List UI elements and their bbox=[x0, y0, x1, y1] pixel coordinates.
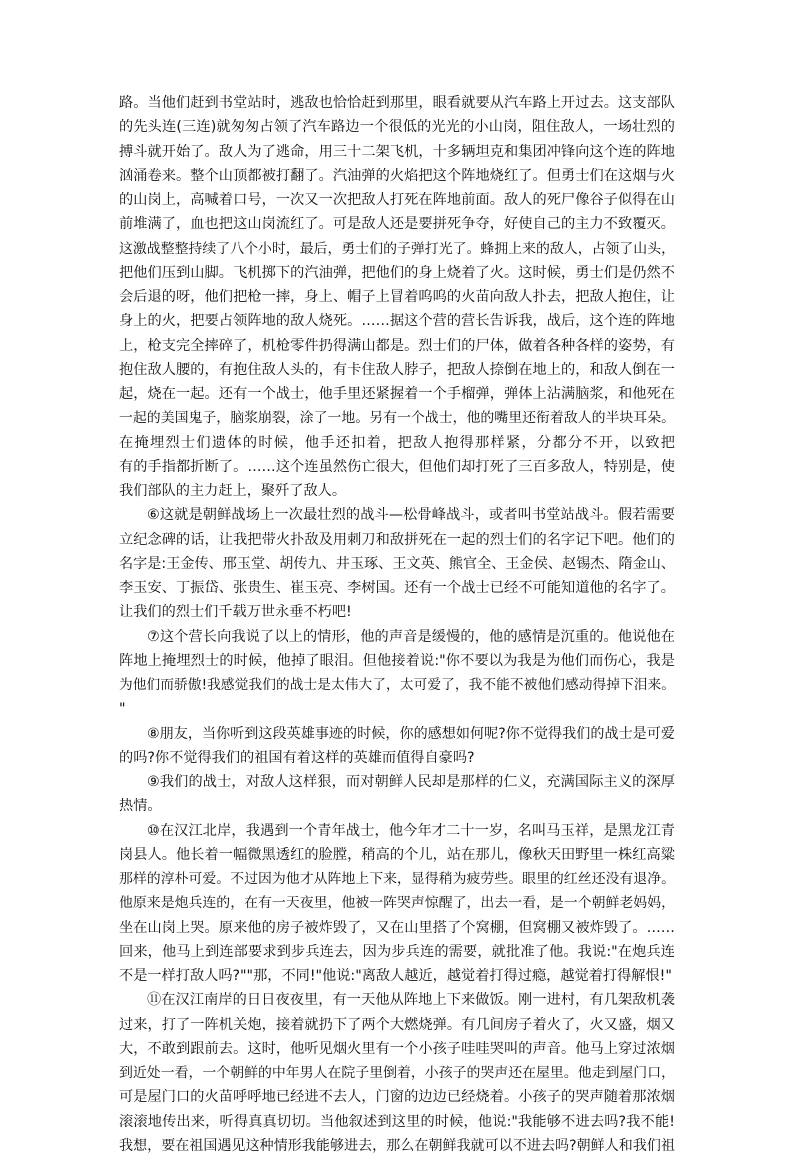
text-line: 热情。 bbox=[119, 798, 162, 815]
text-line: ⑥这就是朝鲜战场上一次最壮烈的战斗—松骨峰战斗，或者叫书堂站战斗。假若需要 bbox=[147, 507, 675, 524]
text-line: 他原来是炮兵连的，在有一天夜里，他被一阵哭声惊醒了，出去一看，是一个朝鲜老妈妈， bbox=[119, 895, 675, 912]
text-line: 在掩埋烈士们遗体的时候，他手还扣着，把敌人抱得那样紧，分都分不开，以致把 bbox=[119, 434, 675, 451]
text-line: 大，不敢到跟前去。这时，他听见烟火里有一个小孩子哇哇哭叫的声音。他马上穿过浓烟 bbox=[119, 1040, 675, 1057]
text-line: ⑧朋友，当你听到这段英雄事迹的时候，你的感想如何呢?你不觉得我们的战士是可爱 bbox=[147, 725, 675, 742]
text-line: 过来，打了一阵机关炮，接着就扔下了两个大燃烧弹。有几间房子着火了，火又盛，烟又 bbox=[119, 1016, 675, 1033]
text-line: 让我们的烈士们千载万世永垂不朽吧! bbox=[119, 604, 352, 621]
text-line: 起，烧在一起。还有一个战士，他手里还紧握着一个手榴弹，弹体上沾满脑浆，和他死在 bbox=[119, 386, 675, 402]
text-line: 岗县人。他长着一幅微黑透红的脸膛，稍高的个儿，站在那儿，像秋天田野里一株红高粱 bbox=[119, 846, 675, 863]
text-line: 的山岗上，高喊着口号，一次又一次把敌人打死在阵地前面。敌人的死尸像谷子似得在山 bbox=[119, 192, 675, 208]
text-line: 坐在山岗上哭。原来他的房子被炸毁了，又在山里搭了个窝棚，但窝棚又被炸毁了。…… bbox=[119, 919, 675, 936]
text-line: 回来，他马上到连部要求到步兵连去，因为步兵连的需要，就批准了他。我说:"在炮兵连 bbox=[119, 943, 675, 960]
text-line: 上，枪支完全摔碎了，机枪零件扔得满山都是。烈士们的尸体，做着各种各样的姿势，有 bbox=[119, 337, 675, 354]
text-line: 一起的美国鬼子，脑浆崩裂，涂了一地。另有一个战士，他的嘴里还衔着敌人的半块耳朵。 bbox=[119, 410, 675, 427]
text-line: 汹涌卷来。整个山顶都被打翻了。汽油弹的火焰把这个阵地烧红了。但勇士们在这烟与火 bbox=[119, 167, 675, 184]
text-line: ⑦这个营长向我说了以上的情形，他的声音是缓慢的，他的感情是沉重的。他说他在 bbox=[147, 628, 675, 645]
text-line: " bbox=[119, 701, 126, 718]
text-line: 路。当他们赶到书堂站时，逃敌也恰恰赶到那里，眼看就要从汽车路上开过去。这支部队 bbox=[119, 95, 675, 111]
text-line: 为他们而骄傲!我感觉我们的战士是太伟大了，太可爱了，我不能不被他们感动得掉下泪来。 bbox=[119, 677, 675, 693]
text-line: 这激战整整持续了八个小时，最后，勇士们的子弹打光了。蜂拥上来的敌人，占领了山头， bbox=[119, 240, 675, 257]
text-line: 可是屋门口的火苗呼呼地已经进不去人，门窗的边边已经烧着。小孩子的哭声随着那浓烟 bbox=[119, 1089, 675, 1106]
text-line: 的吗?你不觉得我们的祖国有着这样的英雄而值得自豪吗? bbox=[119, 749, 475, 766]
text-line: 不是一样打敌人吗?""那，不同!"他说:"离敌人越近，越觉着打得过瘾，越觉着打得解恨!" bbox=[119, 968, 672, 984]
text-line: ⑩在汉江北岸，我遇到一个青年战士，他今年才二十一岁，名叫马玉祥，是黑龙江青 bbox=[147, 822, 675, 839]
text-line: 搏斗就开始了。敌人为了逃命，用三十二架飞机，十多辆坦克和集团冲锋向这个连的阵地 bbox=[119, 143, 675, 160]
text-line: ⑪在汉江南岸的日日夜夜里，有一天他从阵地上下来做饭。刚一进村，有几架敌机袭 bbox=[147, 992, 675, 1009]
document-page bbox=[119, 91, 675, 1158]
text-line: 我们部队的主力赶上，聚歼了敌人。 bbox=[119, 483, 347, 499]
text-line: 会后退的呀，他们把枪一摔，身上、帽子上冒着呜呜的火苗向敌人扑去，把敌人抱住，让 bbox=[119, 289, 675, 305]
text-line: 有的手指都折断了。……这个连虽然伤亡很大，但他们却打死了三百多敌人，特别是，使 bbox=[119, 458, 675, 475]
text-line: 的先头连(三连)就匆匆占领了汽车路边一个很低的光光的小山岗，阻住敌人，一场壮烈的 bbox=[119, 119, 675, 136]
text-line: 到近处一看，一个朝鲜的中年男人在院子里倒着，小孩子的哭声还在屋里。他走到屋门口， bbox=[119, 1065, 675, 1081]
text-line: 阵地上掩埋烈士的时候，他掉了眼泪。但他接着说:"你不要以为我是为他们而伤心，我是 bbox=[119, 652, 675, 669]
text-line: 立纪念碑的话，让我把带火扑敌及用刺刀和敌拼死在一起的烈士们的名字记下吧。他们的 bbox=[119, 531, 675, 548]
text-line: 把他们压到山脚。飞机掷下的汽油弹，把他们的身上烧着了火。这时候，勇士们是仍然不 bbox=[119, 264, 675, 281]
text-line: 我想，要在祖国遇见这种情形我能够进去，那么在朝鲜我就可以不进去吗?朝鲜人和我们祖 bbox=[119, 1137, 675, 1154]
text-line: 身上的火，把要占领阵地的敌人烧死。……据这个营的营长告诉我，战后，这个连的阵地 bbox=[119, 313, 675, 330]
text-line: 那样的淳朴可爱。不过因为他才从阵地上下来，显得稍为疲劳些。眼里的红丝还没有退净。 bbox=[119, 871, 675, 887]
text-line: 前堆满了，血也把这山岗流红了。可是敌人还是要拼死争夺，好使自己的主力不致覆灭。 bbox=[119, 216, 675, 233]
text-line: 滚滚地传出来，听得真真切切。当他叙述到这里的时候，他说:"我能够不进去吗?我不能! bbox=[119, 1113, 675, 1130]
text-line: 抱住敌人腰的，有抱住敌人头的，有卡住敌人脖子，把敌人捺倒在地上的，和敌人倒在一 bbox=[119, 361, 675, 378]
text-line: 李玉安、丁振岱、张贵生、崔玉亮、李树国。还有一个战士已经不可能知道他的名字了。 bbox=[119, 580, 675, 596]
text-line: ⑨我们的战士，对敌人这样狠，而对朝鲜人民却是那样的仁义，充满国际主义的深厚 bbox=[147, 774, 675, 790]
text-line: 名字是:王金传、邢玉堂、胡传九、井玉琢、王文英、熊官全、王金侯、赵锡杰、隋金山、 bbox=[119, 555, 675, 572]
